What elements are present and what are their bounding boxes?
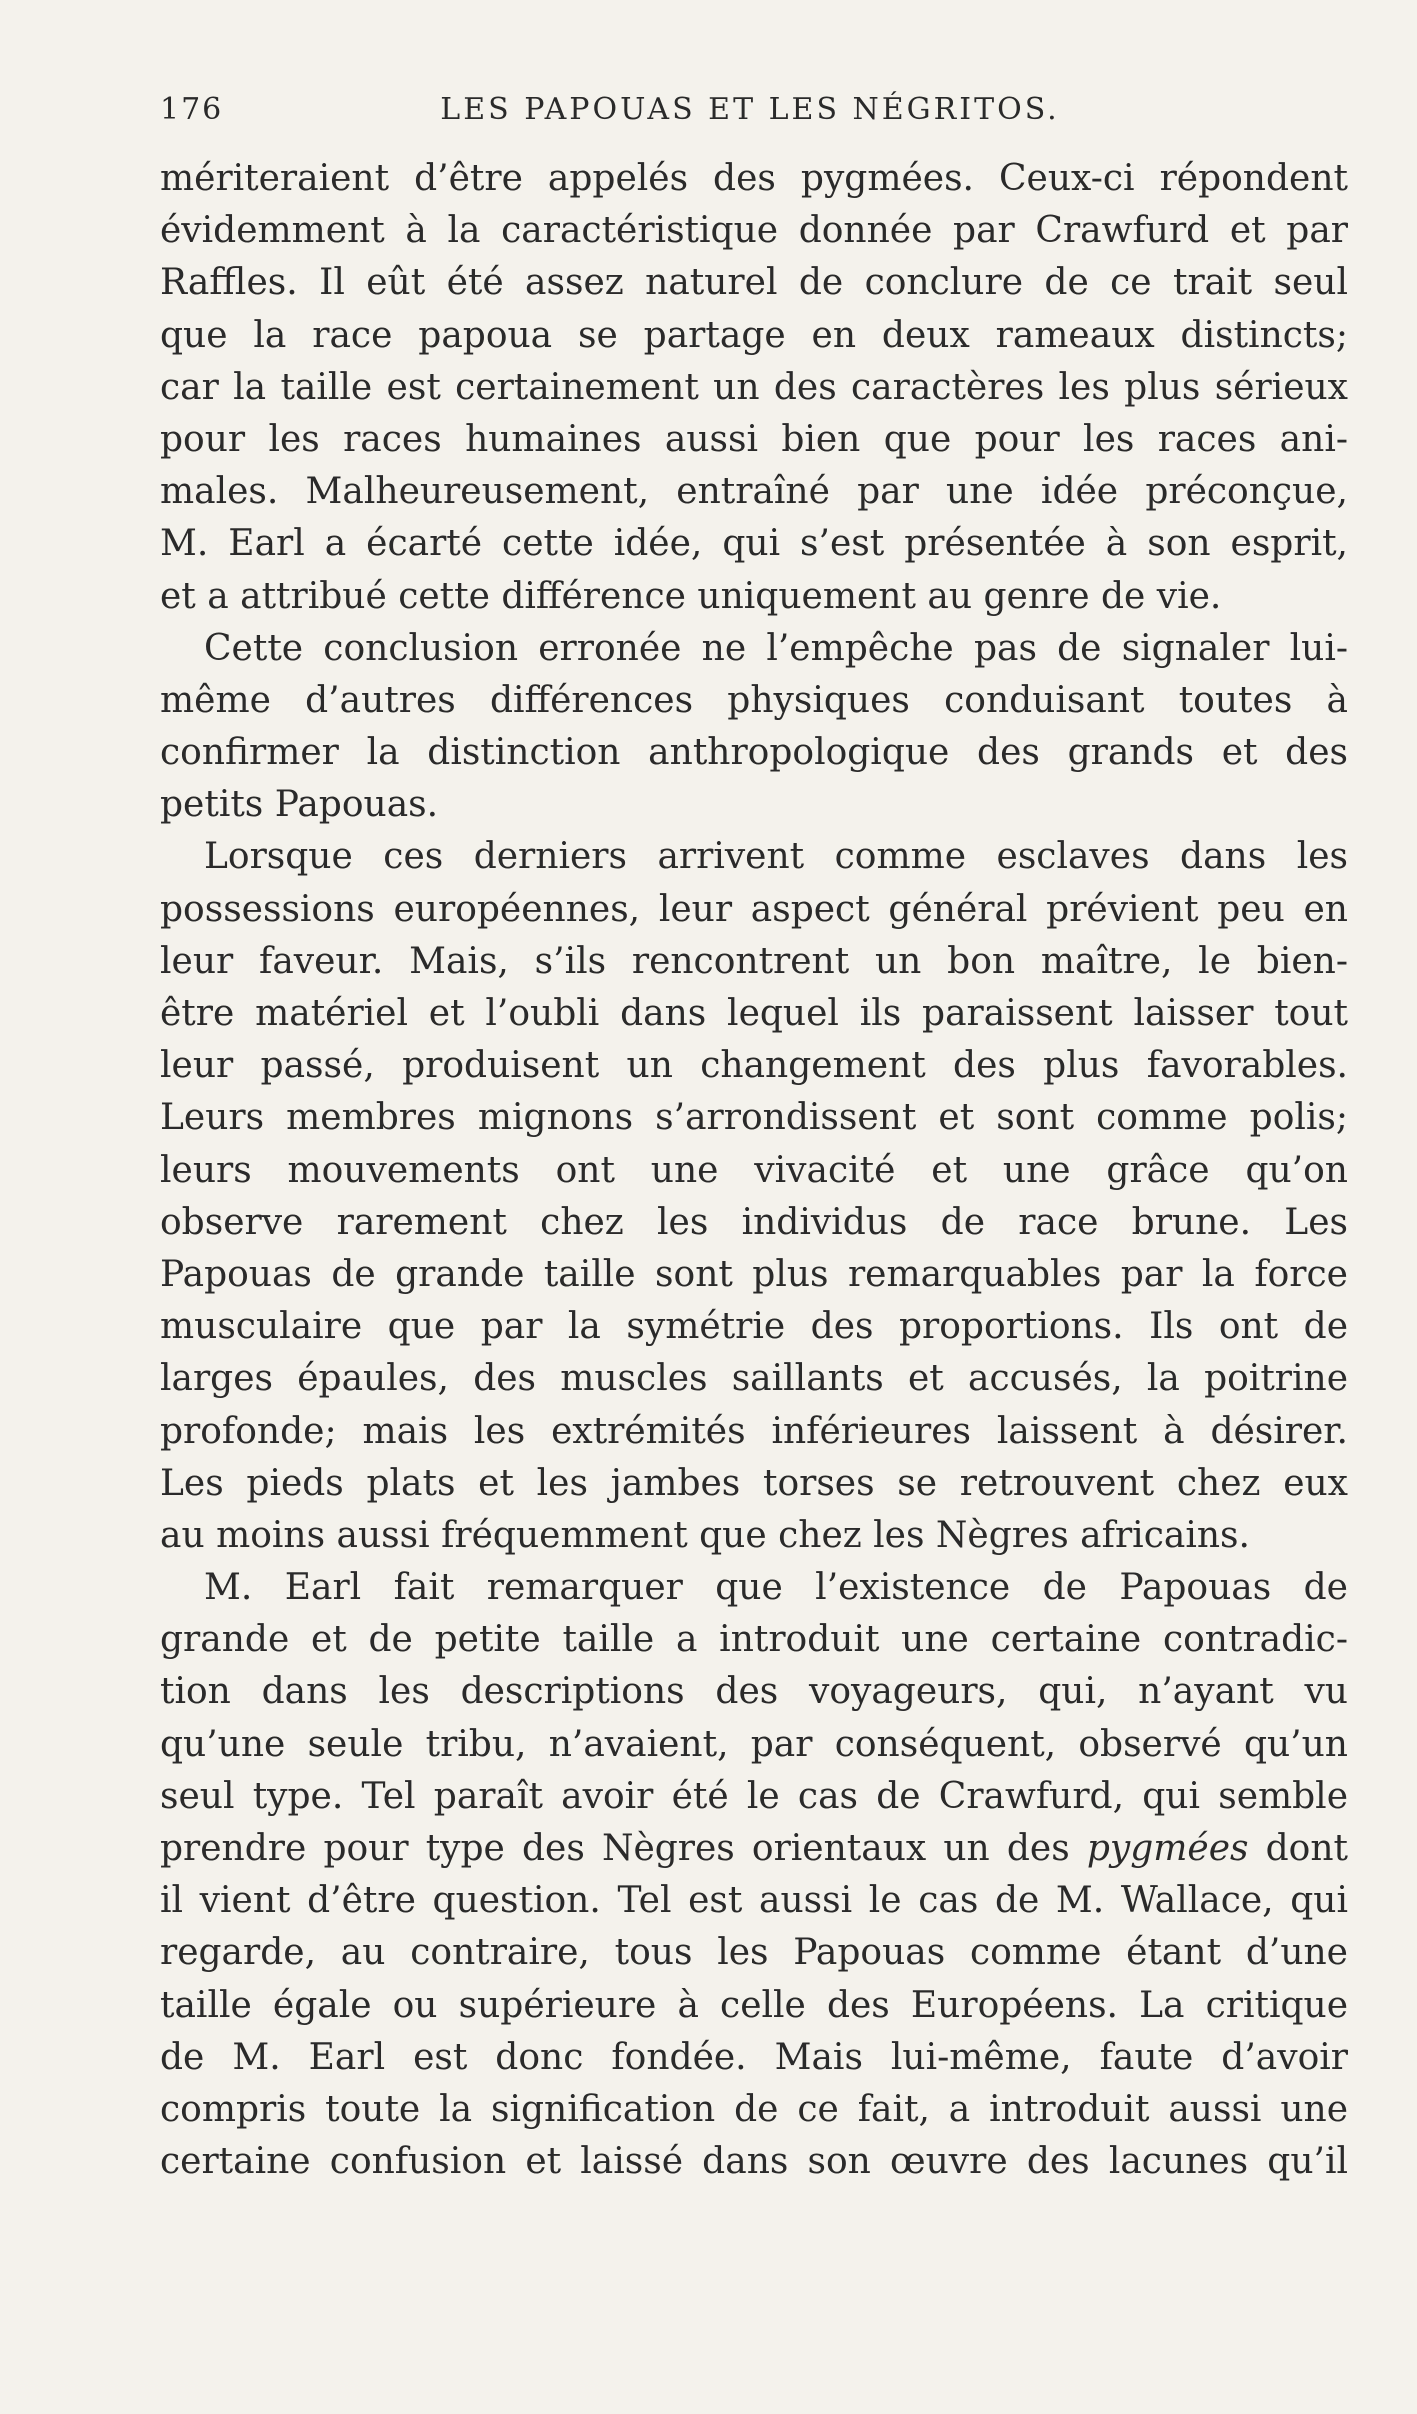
text-line: musculaire que par la symétrie des proportions. Ils ont de bbox=[160, 1306, 1348, 1348]
text-line: être matériel et l’oubli dans lequel ils paraissent laisser tout bbox=[160, 993, 1348, 1034]
text-line: pour les races humaines aussi bien que pour les races ani- bbox=[160, 418, 1348, 460]
text-line: que la race papoua se partage en deux rameaux distincts; bbox=[160, 314, 1348, 356]
text-line: car la taille est certainement un des caractères les plus sérieux bbox=[160, 366, 1348, 408]
paragraph bbox=[160, 1562, 1348, 2188]
text-line: compris toute la signification de ce fait, a introduit aussi une bbox=[160, 2088, 1348, 2130]
text-line: Raffles. Il eût été assez naturel de conclure de ce trait seul bbox=[160, 262, 1348, 304]
text-line: males. Malheureusement, entraîné par une idée préconçue, bbox=[160, 471, 1348, 513]
text-line: qu’une seule tribu, n’avaient, par conséquent, observé qu’un bbox=[160, 1723, 1348, 1765]
text-line: évidemment à la caractéristique donnée par Crawfurd et par bbox=[160, 210, 1348, 252]
text-line: de M. Earl est donc fondée. Mais lui-même, faute d’avoir bbox=[160, 2036, 1348, 2078]
text-line: confirmer la distinction anthropologique des grands et des bbox=[160, 732, 1348, 774]
running-title: LES PAPOUAS ET LES NÉGRITOS. bbox=[440, 92, 1060, 127]
text-line: grande et de petite taille a introduit une certaine contradic- bbox=[160, 1619, 1348, 1661]
italic-word: pygmées bbox=[1086, 1828, 1249, 1869]
text-line: mériteraient d’être appelés des pygmées. Ceux-ci répondent bbox=[160, 158, 1348, 199]
text-line: leurs mouvements ont une vivacité et une grâce qu’on bbox=[160, 1149, 1348, 1191]
text-line: Cette conclusion erronée ne l’empêche pas de signaler lui- bbox=[204, 627, 1348, 669]
text-line: seul type. Tel paraît avoir été le cas de Crawfurd, qui semble bbox=[160, 1775, 1348, 1817]
text-line: observe rarement chez les individus de race brune. Les bbox=[160, 1201, 1348, 1243]
text-line: possessions européennes, leur aspect général prévient peu en bbox=[160, 888, 1348, 930]
body-text bbox=[160, 153, 1348, 2188]
text-line: leur faveur. Mais, s’ils rencontrent un bon maître, le bien- bbox=[160, 940, 1348, 982]
text-line: tion dans les descriptions des voyageurs, qui, n’ayant vu bbox=[160, 1671, 1348, 1713]
text-run: dont bbox=[1248, 1828, 1348, 1869]
paragraph bbox=[160, 831, 1348, 1562]
text-line: et a attribué cette différence uniquement au genre de vie. bbox=[160, 575, 1222, 617]
text-line: M. Earl a écarté cette idée, qui s’est présentée à son esprit, bbox=[160, 523, 1348, 565]
text-line: certaine confusion et laissé dans son œuvre des lacunes qu’il bbox=[160, 2141, 1348, 2183]
text-line: il vient d’être question. Tel est aussi le cas de M. Wallace, qui bbox=[160, 1880, 1348, 1922]
page-header bbox=[160, 92, 1340, 142]
paragraph bbox=[160, 623, 1348, 832]
page-number: 176 bbox=[160, 92, 224, 127]
text-line: M. Earl fait remarquer que l’existence de Papouas de bbox=[204, 1567, 1348, 1609]
text-line: Papouas de grande taille sont plus remarquables par la force bbox=[160, 1253, 1348, 1295]
text-line: regarde, au contraire, tous les Papouas comme étant d’une bbox=[160, 1932, 1348, 1974]
text-line: petits Papouas. bbox=[160, 784, 439, 826]
text-line bbox=[160, 1823, 1348, 1875]
text-line: taille égale ou supérieure à celle des Européens. La critique bbox=[160, 1984, 1348, 2026]
text-line: au moins aussi fréquemment que chez les Nègres africains. bbox=[160, 1514, 1250, 1556]
text-line: Les pieds plats et les jambes torses se retrouvent chez eux bbox=[160, 1462, 1348, 1504]
text-line: larges épaules, des muscles saillants et accusés, la poitrine bbox=[160, 1358, 1348, 1400]
text-line: Lorsque ces derniers arrivent comme esclaves dans les bbox=[204, 836, 1348, 878]
text-line: Leurs membres mignons s’arrondissent et sont comme polis; bbox=[160, 1097, 1348, 1139]
text-line: profonde; mais les extrémités inférieures laissent à désirer. bbox=[160, 1410, 1348, 1452]
text-run: prendre pour type des Nègres orientaux un des bbox=[160, 1828, 1087, 1869]
text-line: même d’autres différences physiques conduisant toutes à bbox=[160, 679, 1348, 721]
text-line: leur passé, produisent un changement des plus favorables. bbox=[160, 1045, 1348, 1087]
paragraph bbox=[160, 153, 1348, 623]
